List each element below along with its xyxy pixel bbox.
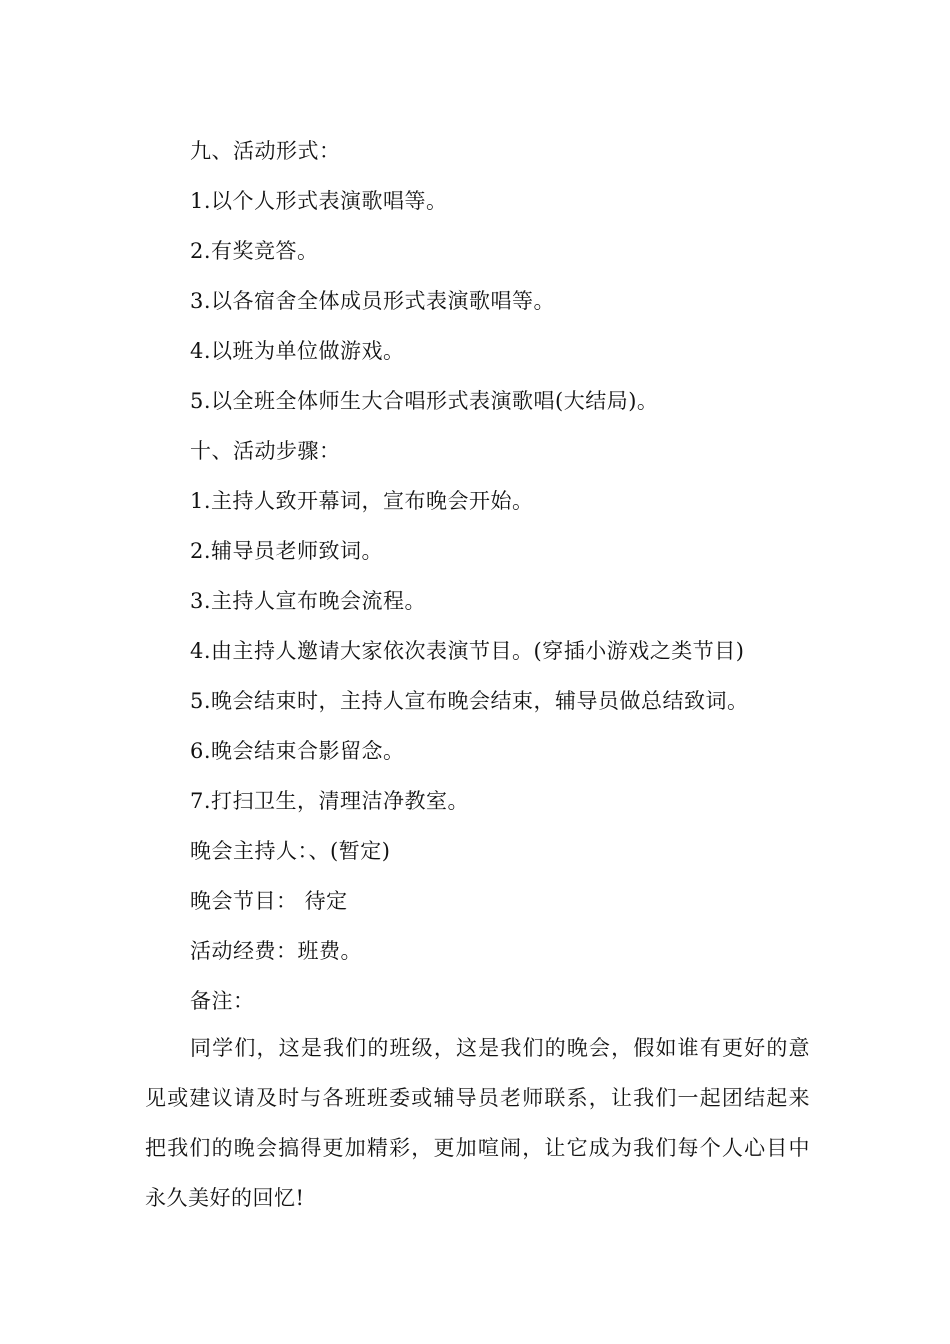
program-line: 晚会节目： 待定 xyxy=(190,889,348,913)
section-heading-activity-steps: 十、活动步骤： xyxy=(190,439,341,463)
remarks-heading: 备注： xyxy=(190,989,255,1013)
list-item: 2.辅导员老师致词。 xyxy=(190,539,384,563)
host-line: 晚会主持人：、(暂定) xyxy=(190,839,391,863)
section-heading-activity-format: 九、活动形式： xyxy=(190,139,341,163)
list-item: 4.由主持人邀请大家依次表演节目。(穿插小游戏之类节目) xyxy=(190,639,745,663)
list-item: 4.以班为单位做游戏。 xyxy=(190,339,405,363)
budget-line: 活动经费：班费。 xyxy=(190,939,362,963)
list-item: 2.有奖竞答。 xyxy=(190,239,319,263)
list-item: 7.打扫卫生，清理洁净教室。 xyxy=(190,789,470,813)
list-item: 3.以各宿舍全体成员形式表演歌唱等。 xyxy=(190,289,556,313)
list-item: 5.晚会结束时，主持人宣布晚会结束，辅导员做总结致词。 xyxy=(190,689,749,713)
list-item: 1.主持人致开幕词，宣布晚会开始。 xyxy=(190,489,534,513)
list-item: 6.晚会结束合影留念。 xyxy=(190,739,405,763)
list-item: 3.主持人宣布晚会流程。 xyxy=(190,589,427,613)
list-item: 1.以个人形式表演歌唱等。 xyxy=(190,189,448,213)
closing-paragraph: 同学们，这是我们的班级，这是我们的晚会，假如谁有更好的意见或建议请及时与各班班委或辅导员老师联系，让我们一起团结起来把我们的晚会搞得更加精彩，更加喧闹，让它成为我们每个人心目中永久美好的回忆! xyxy=(145,1036,810,1210)
list-item: 5.以全班全体师生大合唱形式表演歌唱(大结局)。 xyxy=(190,389,659,413)
